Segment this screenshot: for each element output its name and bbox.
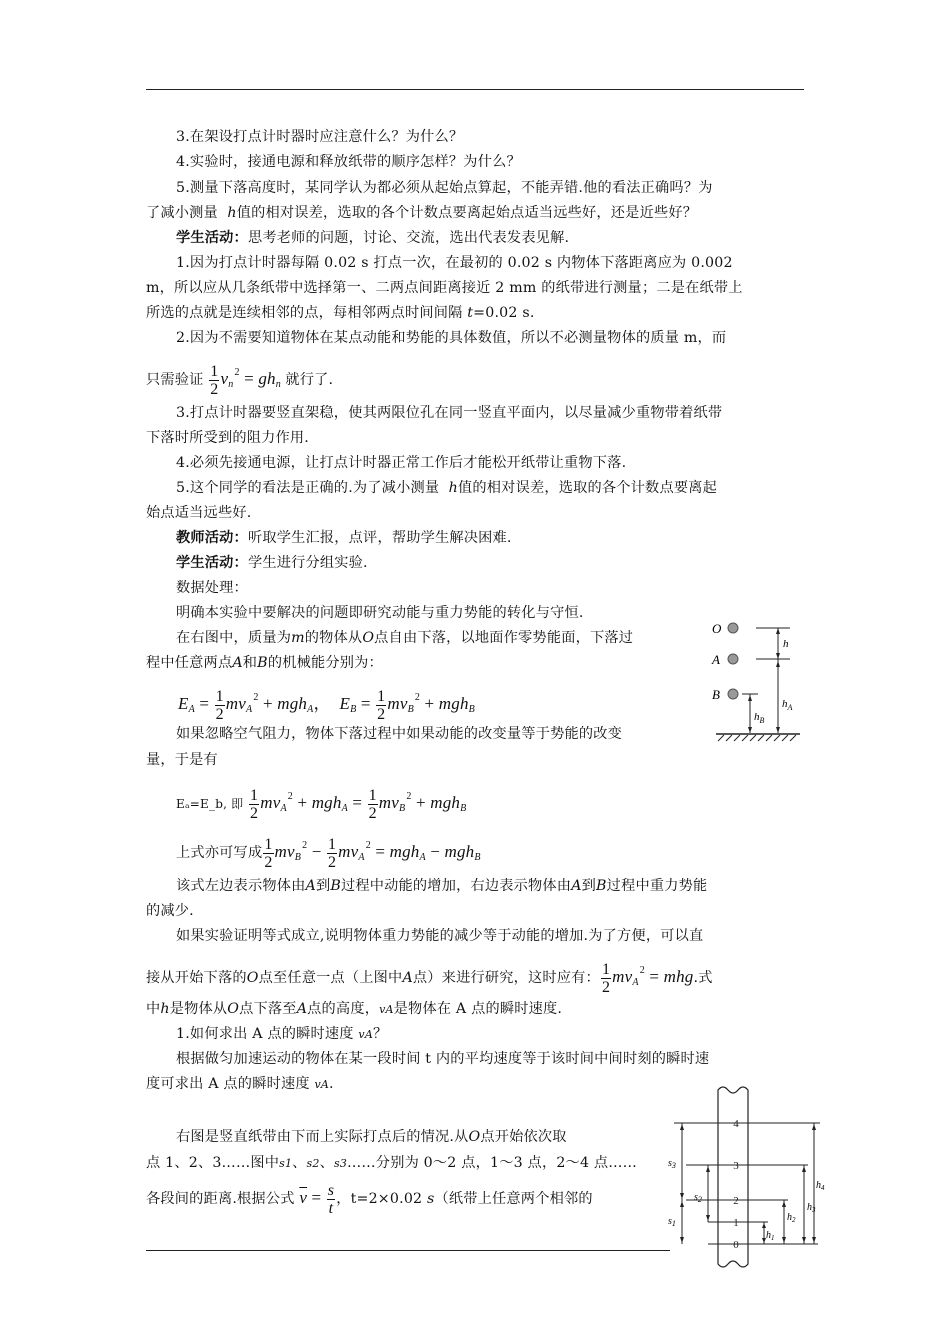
point-O-label: O [712,621,722,636]
tape-line2: 点 1、2、3……图中s1、s2、s3……分别为 0～2 点，1～3 点，2～4 点…… [146,1155,638,1171]
formula-energy-A-B: $E_A$ = $\frac{1}{2}$ $mv_A^2 + mgh_A$， $E_B$ = $\frac{1}{2}$ $mv_B^2 + mgh_B$ [178,687,475,723]
ignore-air-line2: 量，于是有 [146,752,218,768]
question-velocity: 1.如何求出 A 点的瞬时速度 vA？ [176,1026,388,1042]
clarify-paragraph: 明确本实验中要解决的问题即研究动能与重力势能的转化与守恒. [176,605,584,621]
meaning-line1: 该式左边表示物体由A到B过程中动能的增加，右边表示物体由A到B过程中重力势能 [176,878,708,894]
teacher-activity: 教师活动：听取学生汇报，点评，帮助学生解决困难. [176,530,512,546]
proof-line2: 接从开始下落的O点至任意一点（上图中A点）来进行研究，这时应有： $\frac{1}{2}$ $mv_A^2$ = mhg.式 [146,960,713,996]
answer-1-line1: 1.因为打点计时器每隔 0.02 s 打点一次，在最初的 0.02 s 内物体下落距离应为 0.002 [176,255,733,271]
point-B-ball [728,689,738,699]
question-5-line1: 5.测量下落高度时，某同学认为都必须从起始点算起，不能弄错.他的看法正确吗？为 [176,180,713,196]
student-activity-2: 学生活动：学生进行分组实验. [176,555,368,571]
tape-point-3: 3 [733,1160,739,1172]
figure-intro-line2: 程中任意两点A和B的机械能分别为： [146,655,383,671]
question-3: 3.在架设打点计时器时应注意什么？为什么？ [176,129,464,145]
height-h1-label: $h_1$ [766,1230,775,1242]
answer-5-line1: 5.这个同学的看法是正确的.为了减小测量 h值的相对误差，选取的各个计数点要离起 [176,480,717,496]
proof-line1: 如果实验证明等式成立,说明物体重力势能的减少等于动能的增加.为了方便，可以直 [176,928,704,944]
answer-5-line2: 始点适当远些好. [146,505,252,521]
height-h2-label: $h_2$ [787,1212,796,1224]
proof-line3: 中h是物体从O点下落至A点的高度，vA是物体在 A 点的瞬时速度. [146,1001,563,1017]
span-s1-label: $s_1$ [668,1216,676,1228]
answer-2-line1: 2.因为不需要知道物体在某点动能和势能的具体数值，所以不必测量物体的质量 m，而 [176,330,727,346]
height-h-label: h [783,638,789,650]
height-h4-label: $h_4$ [816,1180,825,1192]
data-processing-heading: 数据处理： [176,580,248,596]
span-s2-label: $s_2$ [694,1192,702,1204]
student-activity-1: 学生活动：思考老师的问题，讨论、交流，选出代表发表见解. [176,230,570,246]
meaning-line2: 的减少. [146,903,194,919]
formula-energy-conservation: Eₐ=E_b, 即 $\frac{1}{2}$ $mv_A^2 + mgh_A$ = $\frac{1}{2}$ $mv_B^2 + mgh_B$ [176,786,467,822]
answer-2-line2: 只需验证 $\frac{1}{2}$ $v_n^2 = gh_n$ 就行了. [146,362,334,398]
point-A-ball [728,654,738,664]
tape-point-1: 1 [733,1217,739,1229]
paper-tape-figure [664,1088,824,1274]
answer-3-line1: 3.打点计时器要竖直架稳，使其两限位孔在同一竖直平面内，以尽量减少重物带着纸带 [176,405,723,421]
height-h3-label: $h_3$ [807,1202,816,1214]
tape-point-4: 4 [733,1118,739,1130]
point-A-label: A [712,652,720,667]
ignore-air-line1: 如果忽略空气阻力，物体下落过程中如果动能的改变量等于势能的改变 [176,726,623,742]
height-hA-label: $h_A$ [782,698,793,712]
footer-rule [146,1250,670,1251]
height-hB-label: $h_B$ [754,711,765,725]
question-4: 4.实验时，接通电源和释放纸带的顺序怎样？为什么？ [176,154,521,170]
tape-point-2: 2 [733,1195,739,1207]
question-5-line2: 了减小测量 h值的相对误差，选取的各个计数点要离起始点适当远些好，还是近些好？ [146,205,698,221]
tape-line1: 右图是竖直纸带由下而上实际打点后的情况.从O点开始依次取 [176,1129,567,1145]
avg-velocity-line1: 根据做匀加速运动的物体在某一段时间 t 内的平均速度等于该时间中间时刻的瞬时速 [176,1051,710,1067]
formula-rewritten: 上式亦可写成 $\frac{1}{2}$ $mv_B^2$ − $\frac{1}{2}$ $mv_A^2 = mgh_A - mgh_B$ [176,835,481,871]
figure-intro-line1: 在右图中，质量为m的物体从O点自由下落，以地面作零势能面，下落过 [176,630,634,646]
answer-3-line2: 下落时所受到的阻力作用. [146,430,309,446]
answer-4: 4.必须先接通电源，让打点计时器正常工作后才能松开纸带让重物下落. [176,455,627,471]
span-s3-label: $s_3$ [668,1158,676,1170]
point-O-ball [728,623,738,633]
falling-object-figure [706,615,806,745]
header-rule [146,89,804,90]
tape-line3: 各段间的距离.根据公式 $\overline{v}$ = $\frac{s}{t}$ ，t=2×0.02 s（纸带上任意两个相邻的 [146,1181,593,1217]
avg-velocity-line2: 度可求出 A 点的瞬时速度 vA. [146,1076,334,1092]
point-B-label: B [712,687,720,702]
tape-point-0: 0 [733,1239,739,1251]
answer-1-line2: m，所以应从几条纸带中选择第一、二两点间距离接近 2 mm 的纸带进行测量；二是在纸带上 [146,280,743,296]
answer-1-line3: 所选的点就是连续相邻的点，每相邻两点时间间隔 t=0.02 s. [146,305,535,321]
formula-half-vn2-eq-ghn: $\frac{1}{2}$ $v_n^2 = gh_n$ [210,362,281,398]
